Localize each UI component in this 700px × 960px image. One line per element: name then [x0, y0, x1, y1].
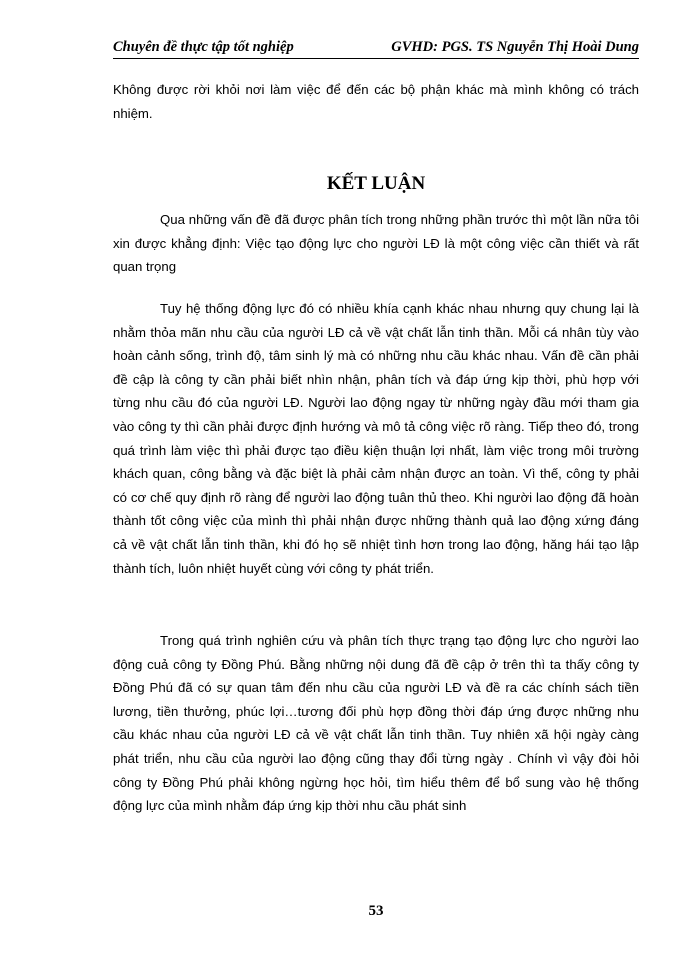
- paragraph-intro: Không được rời khỏi nơi làm việc để đến các bộ phận khác mà mình không có trách nhiệm.: [113, 82, 639, 121]
- section-title: KẾT LUẬN: [326, 173, 426, 194]
- header-document-title: Chuyên đề thực tập tốt nghiệp: [113, 39, 294, 55]
- paragraph-3: Trong quá trình nghiên cứu và phân tích thực trạng tạo động lực cho người lao động cuả công ty Đồng Phú. Bằng những nội dung đã đề cập ở trên thì ta thấy công ty Đồng Phú đã có sự quan tâm đến nhu cầu của người LĐ và đề ra các chính sách tiền lương, tiền thưởng, phúc lợi…tương đối phù hợp đồng thời đáp ứng được những nhu cầu khác nhau của người LĐ cả về vật chất lẫn tinh thần. Tuy nhiên xã hội ngày càng phát triển, nhu cầu của người lao động cũng thay đổi từng ngày . Chính vì vậy đòi hỏi công ty Đồng Phú phải không ngừng học hỏi, tìm hiểu thêm để bổ sung vào hệ thống động lực của mình nhằm đáp ứng kịp thời nhu cầu phát sinh: [113, 633, 639, 814]
- paragraph-1: Qua những vấn đề đã được phân tích trong những phần trước thì một lần nữa tôi xin được khẳng định: Việc tạo động lực cho người LĐ là một công việc cần thiết và rất quan trọng: [113, 212, 639, 275]
- page-header: [113, 38, 639, 59]
- header-supervisor: GVHD: PGS. TS Nguyễn Thị Hoài Dung: [391, 39, 639, 55]
- page-number: 53: [368, 903, 384, 919]
- paragraph-2: Tuy hệ thống động lực đó có nhiều khía cạnh khác nhau nhưng quy chung lại là nhằm thỏa mãn nhu cầu của người LĐ cả về vật chất lẫn tinh thần. Mỗi cá nhân tùy vào hoàn cảnh sống, trình độ, tâm sinh lý mà có những nhu cầu khác nhau. Vấn đề cần phải đề cập là công ty cần phải biết nhìn nhận, phân tích và đáp ứng kịp thời, phù hợp với từng nhu cầu đó của người LĐ. Người lao động ngay từ những ngày đầu mới tham gia vào công ty thì cần phải được định hướng và mô tả công việc rõ ràng. Tiếp theo đó, trong quá trình làm việc thì phải được tạo điều kiện thuận lợi nhất, làm việc trong môi trường khách quan, công bằng và đặc biệt là phải cảm nhận được an toàn. Vì thế, công ty phải có cơ chế quy định rõ ràng để người lao động tuân thủ theo. Khi người lao động đã hoàn thành tốt công việc của mình thì phải nhận được những thành quả lao động xứng đáng cả về vật chất lẫn tinh thần, khi đó họ sẽ nhiệt tình hơn trong lao động, hăng hái tạo lập thành tích, luôn nhiệt huyết cùng với công ty phát triển.: [113, 301, 639, 576]
